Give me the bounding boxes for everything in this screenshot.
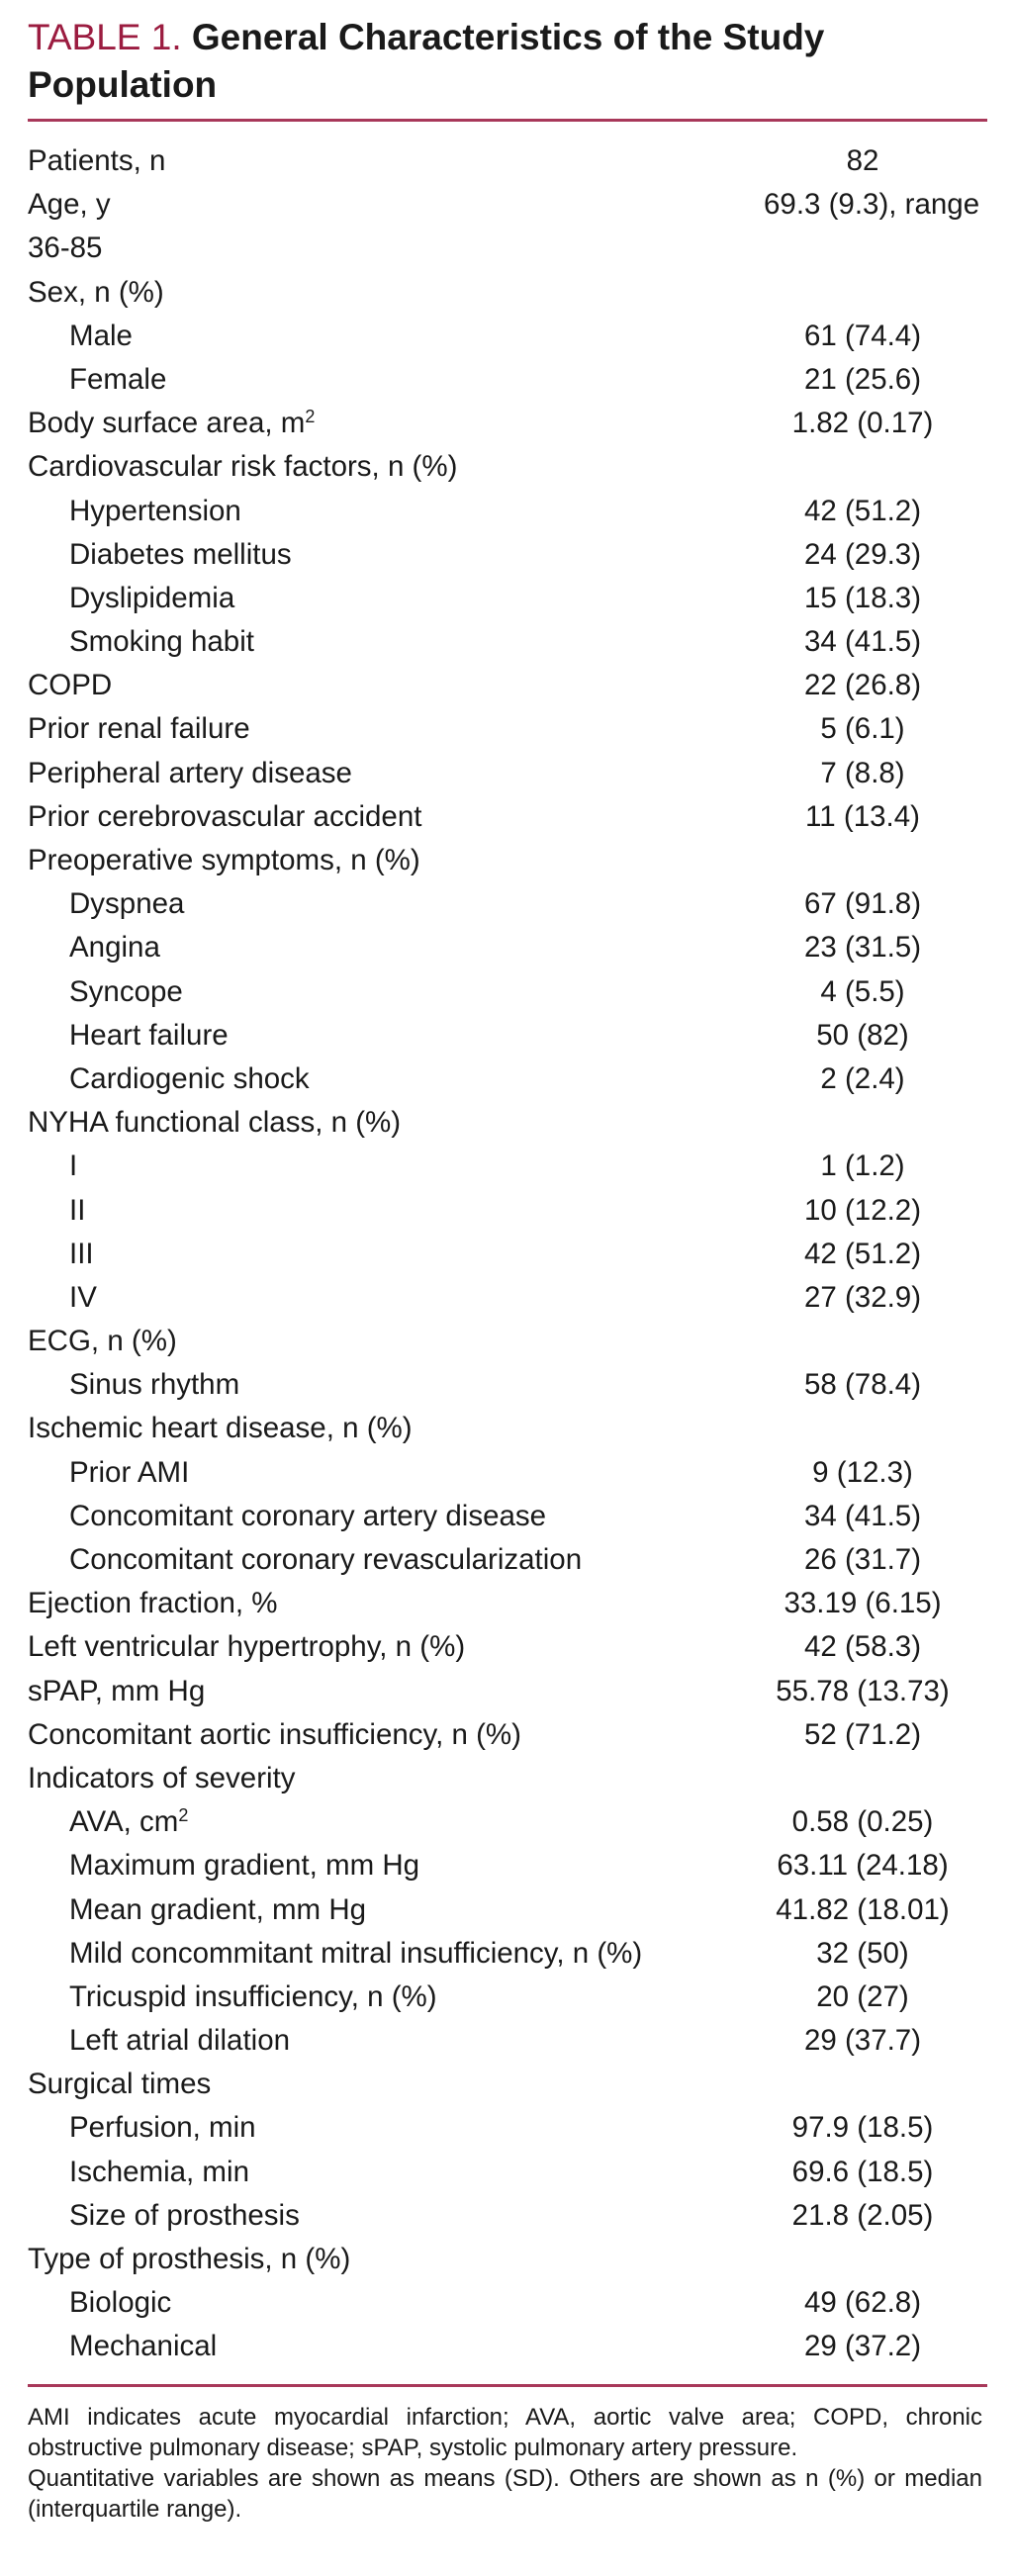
row-label-text: Size of prosthesis [69, 2198, 300, 2232]
row-label [28, 445, 457, 489]
row-value: 33.19 (6.15) [784, 1587, 942, 1620]
table-title-text: General Characteristics of the Study Population [28, 17, 825, 105]
row-label [69, 1276, 97, 1320]
row-label [28, 752, 352, 795]
row-label [28, 271, 164, 315]
row-label-text: Sex, n (%) [28, 275, 164, 309]
table-row [28, 2194, 987, 2238]
row-value: 34 (41.5) [803, 1499, 922, 1532]
row-label [28, 139, 165, 183]
row-label-text: Left ventricular hypertrophy, n (%) [28, 1630, 466, 1664]
row-label-text: Concomitant aortic insufficiency, n (%) [28, 1717, 521, 1751]
row-value: 2 (2.4) [820, 1061, 905, 1095]
row-value: 61 (74.4) [803, 319, 922, 352]
row-label [69, 1800, 188, 1844]
table-row [28, 1101, 987, 1145]
table-row [28, 1976, 987, 2019]
row-label-text: Concomitant coronary revascularization [69, 1543, 583, 1576]
table-row [28, 1233, 987, 1276]
table-row [28, 1058, 987, 1101]
row-label-text: IV [69, 1280, 97, 1314]
table-row [28, 707, 987, 751]
row-value: 11 (13.4) [805, 799, 920, 833]
table-row [28, 839, 987, 882]
row-value: 29 (37.7) [803, 2024, 922, 2058]
bottom-rule [28, 2384, 987, 2387]
table-row [28, 1145, 987, 1188]
row-label-text: Mean gradient, mm Hg [69, 1892, 367, 1926]
row-label [69, 620, 254, 664]
row-label-text: sPAP, mm Hg [28, 1674, 206, 1707]
row-label-text: Ischemic heart disease, n (%) [28, 1412, 413, 1445]
row-label-text: Cardiovascular risk factors, n (%) [28, 450, 458, 484]
table-row [28, 1800, 987, 1844]
row-label-text: AVA, cm [69, 1805, 179, 1839]
table-row [28, 970, 987, 1014]
row-label-text: Left atrial dilation [69, 2024, 291, 2058]
row-value: 42 (51.2) [803, 494, 922, 527]
row-label-text: Cardiogenic shock [69, 1061, 310, 1095]
table-row [28, 490, 987, 533]
footnote-note: Quantitative variables are shown as means (SD). Others are shown as n (%) or median (interquartile range). [28, 2465, 982, 2523]
top-rule [28, 119, 987, 122]
row-label [69, 315, 133, 358]
row-label-text: Smoking habit [69, 625, 254, 659]
row-value: 34 (41.5) [803, 625, 922, 659]
row-value: 58 (78.4) [803, 1368, 922, 1402]
row-label [28, 1320, 177, 1363]
row-label-text: Peripheral artery disease [28, 756, 352, 789]
row-label [28, 2063, 211, 2106]
row-label-text: Biologic [69, 2286, 172, 2320]
row-value: 63.11 (24.18) [777, 1849, 949, 1883]
row-label-text: Patients, n [28, 144, 166, 177]
row-label [28, 1670, 205, 1713]
row-label-text: Preoperative symptoms, n (%) [28, 844, 420, 876]
row-label-text: Perfusion, min [69, 2111, 256, 2145]
row-label [69, 490, 241, 533]
row-label-text: Angina [69, 931, 160, 965]
row-label-text: Dyslipidemia [69, 581, 235, 614]
row-label-text: NYHA functional class, n (%) [28, 1106, 402, 1140]
row-label [69, 1189, 85, 1233]
row-value: 1 (1.2) [820, 1150, 905, 1183]
row-label-text: Prior AMI [69, 1455, 190, 1489]
row-label-text: 36-85 [28, 231, 103, 265]
table-row [28, 1276, 987, 1320]
row-value: 21 (25.6) [803, 362, 922, 396]
row-label-text: II [69, 1193, 86, 1227]
row-label [69, 1844, 419, 1887]
row-value: 32 (50) [816, 1936, 909, 1970]
row-label-text: Mechanical [69, 2330, 218, 2363]
row-value: 41.82 (18.01) [776, 1892, 950, 1926]
row-label [69, 1932, 642, 1976]
table-row [28, 1363, 987, 1407]
row-label [28, 1101, 401, 1145]
row-label [69, 926, 160, 969]
row-label-text: Indicators of severity [28, 1761, 296, 1794]
table-row [28, 620, 987, 664]
row-label [69, 882, 184, 926]
table-row [28, 1932, 987, 1976]
row-value: 5 (6.1) [820, 712, 905, 746]
table-row [28, 1844, 987, 1887]
row-label [69, 577, 234, 620]
table-row [28, 139, 987, 183]
row-value: 82 [846, 144, 879, 177]
row-label [69, 1058, 310, 1101]
row-label [69, 1538, 582, 1582]
row-label [69, 1451, 189, 1495]
row-label-text: III [69, 1237, 94, 1270]
row-label [28, 402, 315, 445]
table-row [28, 926, 987, 969]
row-value: 26 (31.7) [803, 1543, 922, 1576]
table-row [28, 1713, 987, 1757]
row-label [69, 2019, 290, 2063]
row-label [28, 1713, 521, 1757]
table-row [28, 2238, 987, 2281]
row-label-text: ECG, n (%) [28, 1325, 177, 1358]
row-label-text: Syncope [69, 974, 183, 1008]
table-row [28, 1495, 987, 1538]
row-value: 22 (26.8) [803, 669, 922, 702]
row-label-text: Type of prosthesis, n (%) [28, 2243, 351, 2275]
table-row [28, 2325, 987, 2368]
row-label [69, 2106, 256, 2150]
table-row [28, 1670, 987, 1713]
row-value: 10 (12.2) [803, 1193, 922, 1227]
row-value: 0.58 (0.25) [791, 1805, 934, 1839]
table-row [28, 752, 987, 795]
row-label-text: Prior renal failure [28, 712, 250, 746]
row-label [69, 2151, 249, 2194]
row-label-text: COPD [28, 669, 113, 702]
row-value: 1.82 (0.17) [791, 407, 934, 440]
row-value: 4 (5.5) [820, 974, 905, 1008]
row-label [69, 2194, 300, 2238]
row-label [28, 1407, 413, 1450]
row-value: 69.6 (18.5) [791, 2155, 934, 2188]
row-label [69, 1363, 239, 1407]
row-label [28, 664, 112, 707]
row-label [28, 795, 421, 839]
row-label [28, 707, 250, 751]
row-label-text: Female [69, 362, 167, 396]
table-label: TABLE 1. [28, 17, 182, 57]
table-row [28, 1582, 987, 1625]
row-label [69, 1495, 546, 1538]
table-row [28, 445, 987, 489]
row-label-text: Hypertension [69, 494, 241, 527]
row-value: 42 (51.2) [803, 1237, 922, 1270]
footnote-abbreviations: AMI indicates acute myocardial infarction; AVA, aortic valve area; COPD, chronic obstructive pulmonary disease; sPAP, systolic pulmonary artery pressure. [28, 2404, 982, 2461]
row-value: 42 (58.3) [803, 1630, 922, 1664]
table-row [28, 1014, 987, 1058]
row-label [28, 1757, 296, 1800]
table-row [28, 2019, 987, 2063]
table-row [28, 2151, 987, 2194]
table-row [28, 315, 987, 358]
table-row [28, 795, 987, 839]
table-row [28, 1757, 987, 1800]
row-label-text: Age, y [28, 188, 111, 222]
row-value: 21.8 (2.05) [791, 2198, 934, 2232]
row-label-text: Ejection fraction, % [28, 1587, 278, 1620]
table-row [28, 2281, 987, 2325]
table-row [28, 533, 987, 577]
row-label [69, 1014, 229, 1058]
row-label [28, 1625, 465, 1669]
row-label [69, 2281, 171, 2325]
row-label [28, 2238, 350, 2281]
row-value: 9 (12.3) [812, 1455, 913, 1489]
table-row [28, 2106, 987, 2150]
row-value: 49 (62.8) [803, 2286, 922, 2320]
row-label [69, 533, 292, 577]
row-label-superscript: 2 [178, 1805, 189, 1826]
row-value: 15 (18.3) [803, 581, 922, 614]
table-row [28, 1189, 987, 1233]
row-label-text: Maximum gradient, mm Hg [69, 1849, 420, 1883]
table-row [28, 1538, 987, 1582]
row-value: 69.3 (9.3), range [764, 188, 980, 222]
table-row [28, 402, 987, 445]
row-label-text: Male [69, 319, 133, 352]
row-label-text: Dyspnea [69, 887, 185, 921]
row-label-text: Concomitant coronary artery disease [69, 1499, 547, 1532]
table-row [28, 1407, 987, 1450]
row-label [69, 1976, 437, 2019]
row-label-text: Tricuspid insufficiency, n (%) [69, 1979, 437, 2013]
row-value: 52 (71.2) [803, 1717, 922, 1751]
row-label [28, 839, 420, 882]
row-label-text: Body surface area, m [28, 407, 306, 440]
row-value: 20 (27) [816, 1979, 909, 2013]
table-row [28, 664, 987, 707]
row-value: 29 (37.2) [803, 2330, 922, 2363]
row-label-superscript: 2 [305, 407, 316, 427]
row-value: 27 (32.9) [803, 1280, 922, 1314]
row-label [69, 2325, 217, 2368]
table-row [28, 271, 987, 315]
row-value: 97.9 (18.5) [791, 2111, 934, 2145]
row-label [69, 1888, 366, 1932]
row-label-text: Prior cerebrovascular accident [28, 799, 422, 833]
row-label [69, 970, 183, 1014]
table-row [28, 1320, 987, 1363]
row-label-text: I [69, 1150, 78, 1183]
row-value: 55.78 (13.73) [776, 1674, 950, 1707]
row-value: 50 (82) [816, 1018, 909, 1052]
row-label [28, 183, 111, 227]
table-row [28, 2063, 987, 2106]
row-value: 7 (8.8) [820, 756, 905, 789]
row-label-text: Surgical times [28, 2068, 212, 2101]
table-row [28, 1625, 987, 1669]
row-label [69, 1233, 94, 1276]
row-label [69, 1145, 77, 1188]
table-row [28, 1888, 987, 1932]
table-footnote [28, 2402, 982, 2525]
row-value: 24 (29.3) [803, 537, 922, 571]
table-row [28, 882, 987, 926]
row-label-text: Heart failure [69, 1018, 229, 1052]
row-value: 67 (91.8) [803, 887, 922, 921]
row-label [69, 358, 166, 402]
row-label-text: Sinus rhythm [69, 1368, 240, 1402]
table-row [28, 577, 987, 620]
table-row [28, 358, 987, 402]
row-label-text: Diabetes mellitus [69, 537, 292, 571]
table-row [28, 1451, 987, 1495]
table-row [28, 183, 987, 227]
table-body [28, 139, 987, 2369]
row-label [28, 1582, 278, 1625]
row-label [28, 227, 102, 270]
row-value: 23 (31.5) [803, 931, 922, 965]
row-label-text: Mild concommitant mitral insufficiency, n (%) [69, 1936, 643, 1970]
table-row [28, 227, 987, 270]
table-title [28, 14, 958, 109]
table-page [28, 0, 987, 2523]
row-label-text: Ischemia, min [69, 2155, 249, 2188]
